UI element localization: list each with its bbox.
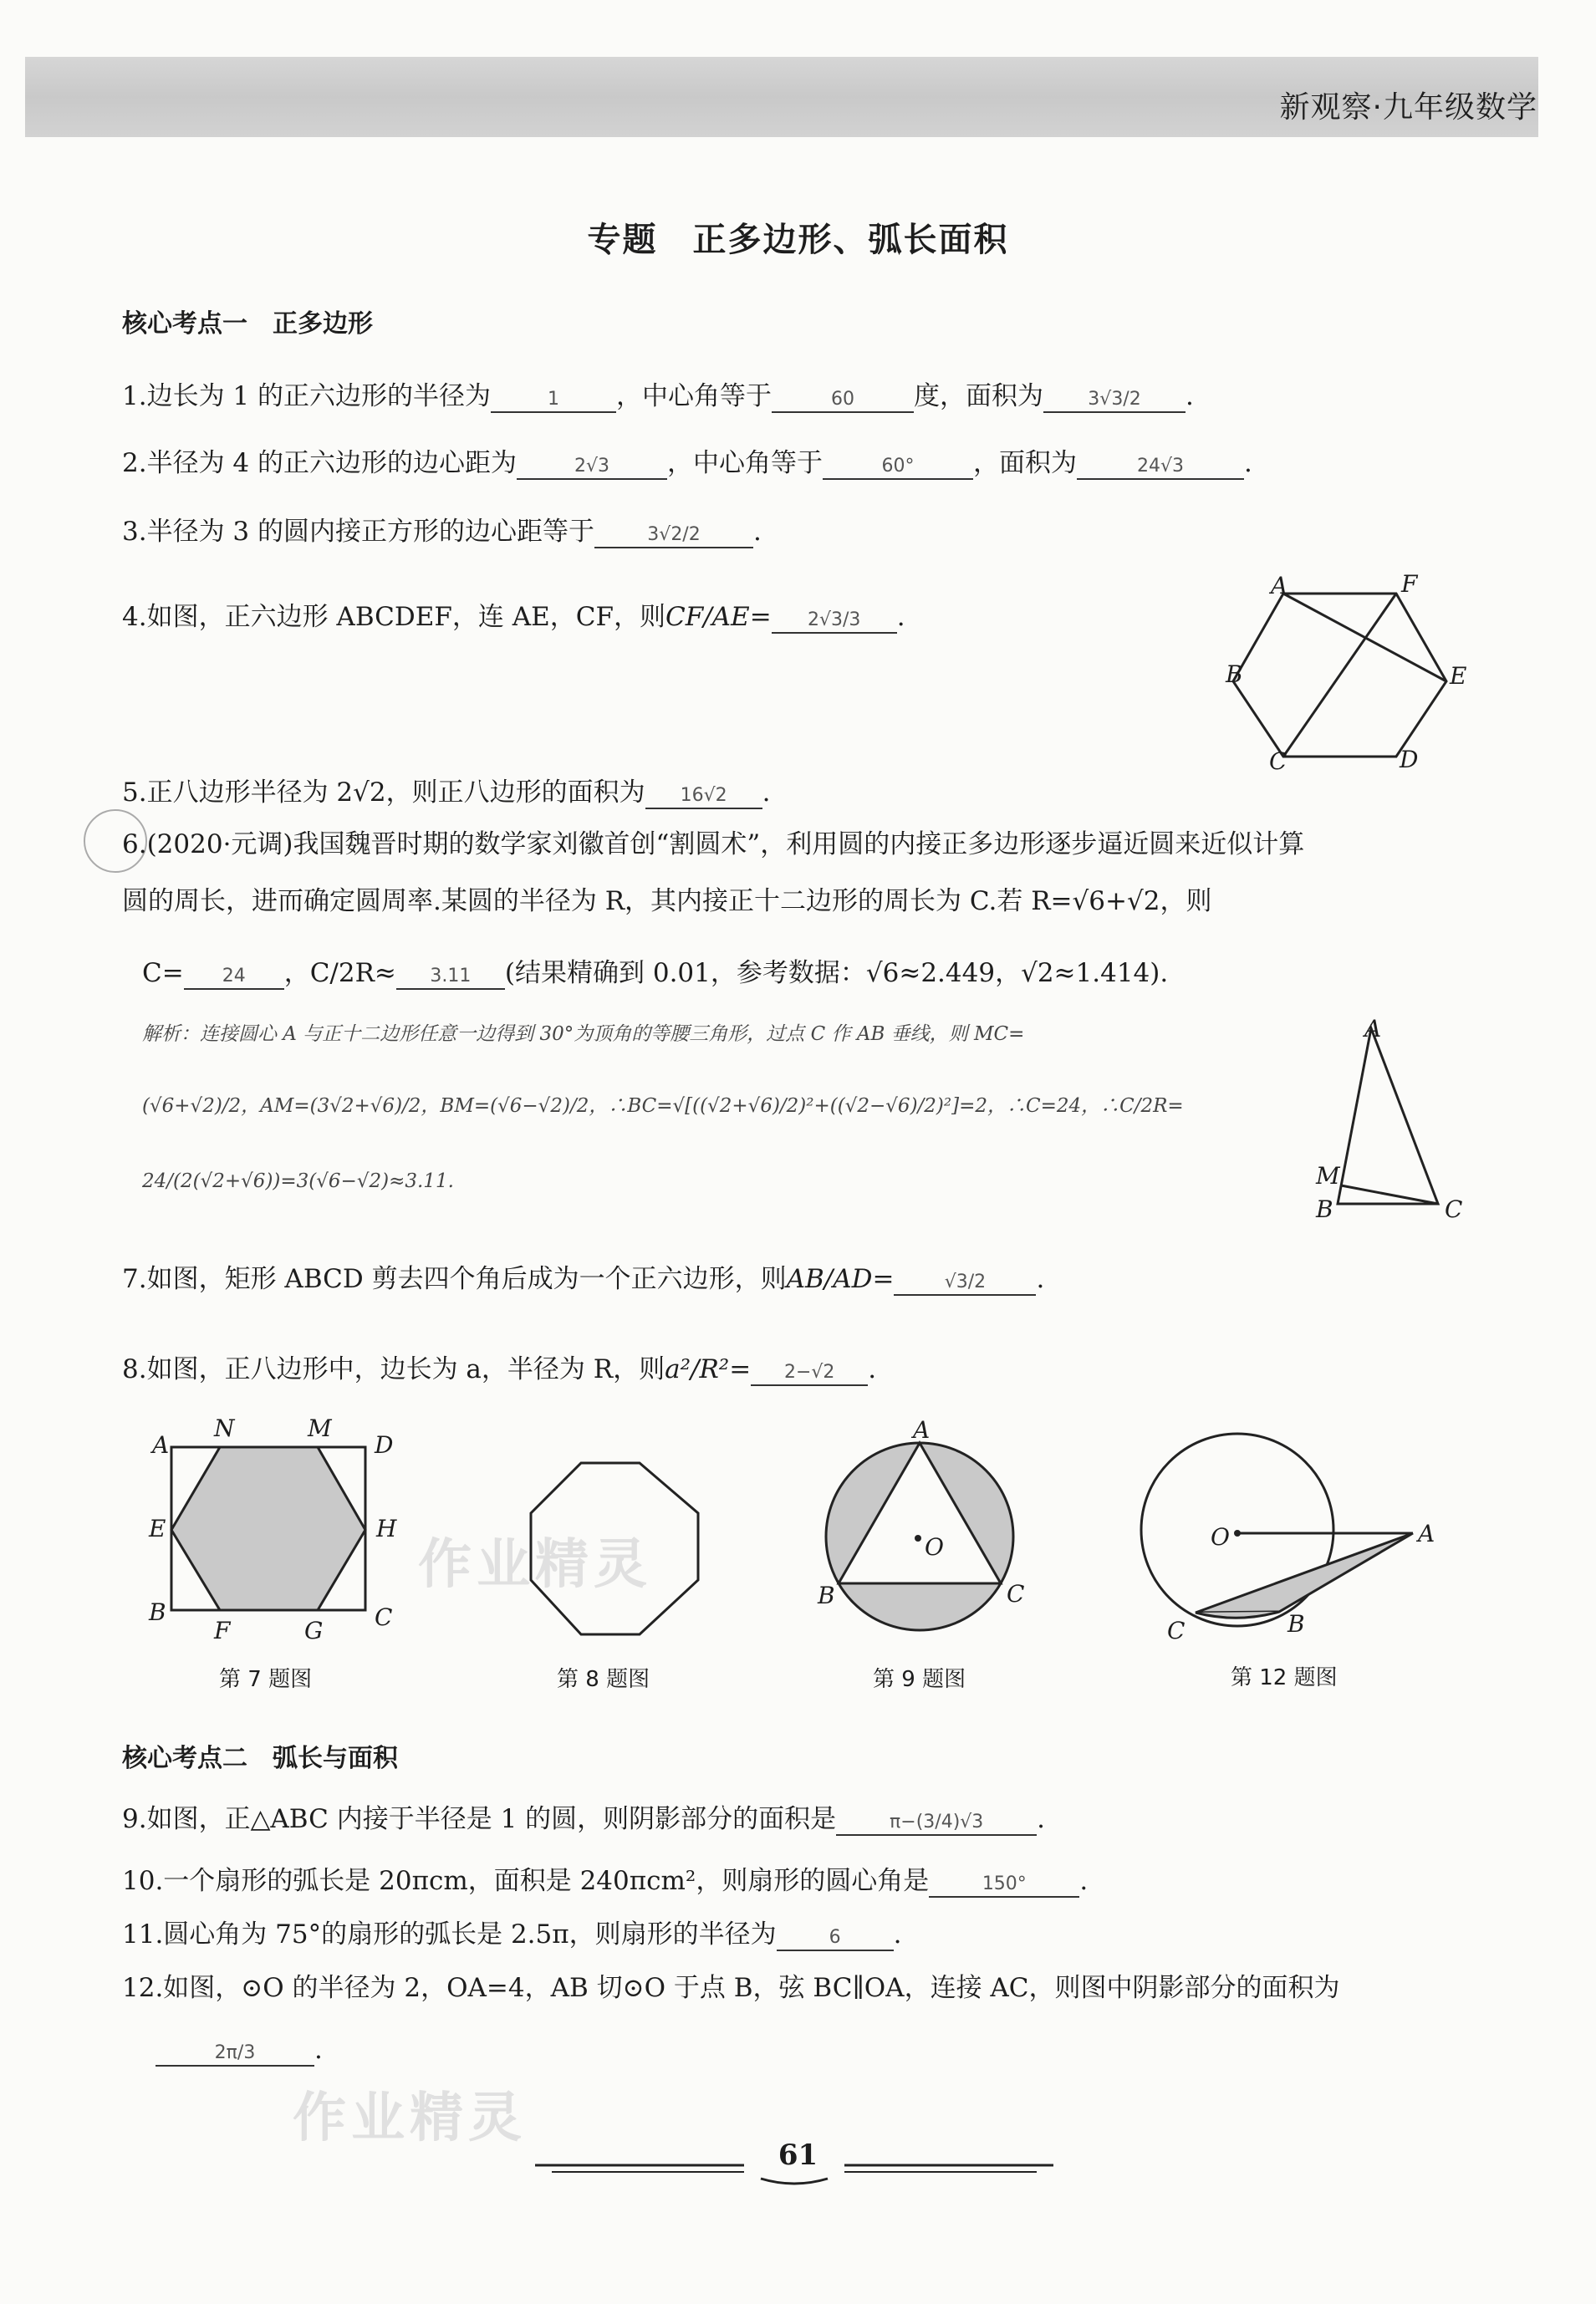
hexagon-figure <box>1212 568 1480 786</box>
answer-blank: 24√3 <box>1077 456 1244 480</box>
answer-blank: 6 <box>777 1927 894 1951</box>
answer-blank: 2−√2 <box>751 1362 868 1386</box>
point-label: A <box>152 1431 170 1459</box>
question-12-answer: 2π/3 . <box>156 2035 323 2067</box>
figure-9-circle-triangle <box>819 1438 1020 1639</box>
answer-blank: 2π/3 <box>156 2042 314 2067</box>
figure-7-rectangle-hexagon <box>167 1443 376 1610</box>
answer-blank: 2√3/3 <box>772 609 897 634</box>
point-label: C <box>375 1603 393 1631</box>
point-label: M <box>1316 1162 1340 1190</box>
book-title: 新观察·九年级数学 <box>1279 90 1537 125</box>
question-11: 11.圆心角为 75°的扇形的弧长是 2.5π，则扇形的半径为 6 . <box>122 1919 902 1950</box>
page-number: 61 <box>778 2138 818 2172</box>
section-heading-2: 核心考点二 弧长与面积 <box>122 1744 398 1773</box>
solution-line3: 24/(2(√2+√6))=3(√6−√2)≈3.11. <box>142 1170 454 1192</box>
point-label: A <box>1418 1520 1435 1547</box>
point-label: C <box>1167 1617 1186 1644</box>
point-label: O <box>925 1533 944 1561</box>
figure-caption: 第 12 题图 <box>1231 1665 1338 1690</box>
question-6-line2: 圆的周长，进而确定圆周率.某圆的半径为 R，其内接正十二边形的周长为 C.若 R=√6+√2，则 <box>122 886 1212 916</box>
point-label: B <box>818 1582 835 1609</box>
question-2: 2.半径为 4 的正六边形的边心距为 2√3 ，中心角等于 60° ，面积为 24√3 . <box>122 448 1252 478</box>
answer-blank: 2√3 <box>517 456 667 480</box>
question-12: 12.如图，⊙O 的半径为 2，OA=4，AB 切⊙O 于点 B，弦 BC∥OA，连接 AC，则图中阴影部分的面积为 <box>122 1973 1340 2003</box>
point-label: H <box>376 1515 397 1542</box>
answer-blank: 3√3/2 <box>1043 389 1186 413</box>
point-label: C <box>1007 1580 1025 1608</box>
point-label: C <box>1445 1195 1463 1223</box>
point-label: A <box>913 1416 931 1444</box>
point-label: F <box>1401 570 1418 598</box>
point-label: B <box>1288 1610 1305 1638</box>
point-label: C <box>1269 747 1288 775</box>
question-5: 5.正八边形半径为 2√2，则正八边形的面积为 16√2 . <box>122 777 771 808</box>
answer-blank: 150° <box>929 1873 1079 1898</box>
solution-line1: 解析：连接圆心 A 与正十二边形任意一边得到 30°为顶角的等腰三角形，过点 C 作 AB 垂线，则 MC= <box>142 1023 1025 1045</box>
point-label: D <box>375 1431 394 1459</box>
point-label: E <box>1450 662 1467 690</box>
solution-line2: (√6+√2)/2，AM=(3√2+√6)/2，BM=(√6−√2)/2，∴BC=√[((√2+√6)/2)²+((√2−√6)/2)²]=2，∴C=24，∴C/2R= <box>142 1095 1184 1117</box>
point-label: B <box>1316 1195 1333 1223</box>
fraction: AB/AD <box>786 1264 873 1294</box>
watermark: 作业精灵 <box>418 1534 652 1596</box>
question-1: 1.边长为 1 的正六边形的半径为 1 ，中心角等于 60 度，面积为 3√3/2 . <box>122 381 1194 411</box>
fraction: CF/AE <box>665 602 750 632</box>
answer-blank: 24 <box>184 966 284 990</box>
figure-12-circle-tangent <box>1137 1430 1438 1630</box>
answer-blank: 16√2 <box>645 785 762 809</box>
question-10: 10.一个扇形的弧长是 20πcm，面积是 240πcm²，则扇形的圆心角是 150° . <box>122 1866 1089 1896</box>
isosceles-triangle-figure <box>1321 1020 1455 1221</box>
question-6-line1: 6.(2020·元调)我国魏晋时期的数学家刘徽首创“割圆术”，利用圆的内接正多边形逐步逼近圆来近似计算 <box>122 829 1305 859</box>
point-label: N <box>214 1415 235 1442</box>
figure-caption: 第 8 题图 <box>557 1667 650 1692</box>
question-7: 7.如图，矩形 ABCD 剪去四个角后成为一个正六边形，则AB/AD= √3/2 . <box>122 1264 1045 1294</box>
answer-blank: 60 <box>772 389 914 413</box>
section-heading-1: 核心考点一 正多边形 <box>122 309 373 339</box>
answer-blank: √3/2 <box>894 1272 1036 1296</box>
point-label: B <box>1226 660 1243 688</box>
question-3: 3.半径为 3 的圆内接正方形的边心距等于 3√2/2 . <box>122 517 762 547</box>
answer-blank: 1 <box>491 389 616 413</box>
point-label: F <box>214 1617 231 1644</box>
figure-caption: 第 7 题图 <box>219 1667 313 1692</box>
point-label: A <box>1364 1015 1382 1042</box>
answer-blank: 3√2/2 <box>594 524 753 548</box>
point-label: O <box>1211 1523 1230 1551</box>
point-label: A <box>1271 572 1288 599</box>
point-label: E <box>149 1515 166 1542</box>
question-8: 8.如图，正八边形中，边长为 a，半径为 R，则a²/R²= 2−√2 . <box>122 1354 877 1384</box>
point-label: G <box>304 1617 324 1644</box>
question-4: 4.如图，正六边形 ABCDEF，连 AE，CF，则CF/AE= 2√3/3 . <box>122 602 905 632</box>
question-6-line3: C= 24 ，C/2R≈ 3.11 (结果精确到 0.01，参考数据：√6≈2.449，√2≈1.414). <box>142 958 1169 988</box>
watermark: 作业精灵 <box>293 2087 527 2149</box>
answer-blank: 3.11 <box>396 966 505 990</box>
answer-blank: 60° <box>823 456 973 480</box>
page-title: 专题 正多边形、弧长面积 <box>587 220 1009 259</box>
point-label: M <box>308 1415 332 1442</box>
question-9: 9.如图，正△ABC 内接于半径是 1 的圆，则阴影部分的面积是 π−(3/4)√3 . <box>122 1804 1046 1834</box>
fraction: a²/R² <box>665 1354 730 1384</box>
point-label: B <box>149 1598 166 1626</box>
point-label: D <box>1400 746 1419 773</box>
answer-blank: π−(3/4)√3 <box>836 1812 1037 1836</box>
figure-caption: 第 9 题图 <box>873 1667 966 1692</box>
